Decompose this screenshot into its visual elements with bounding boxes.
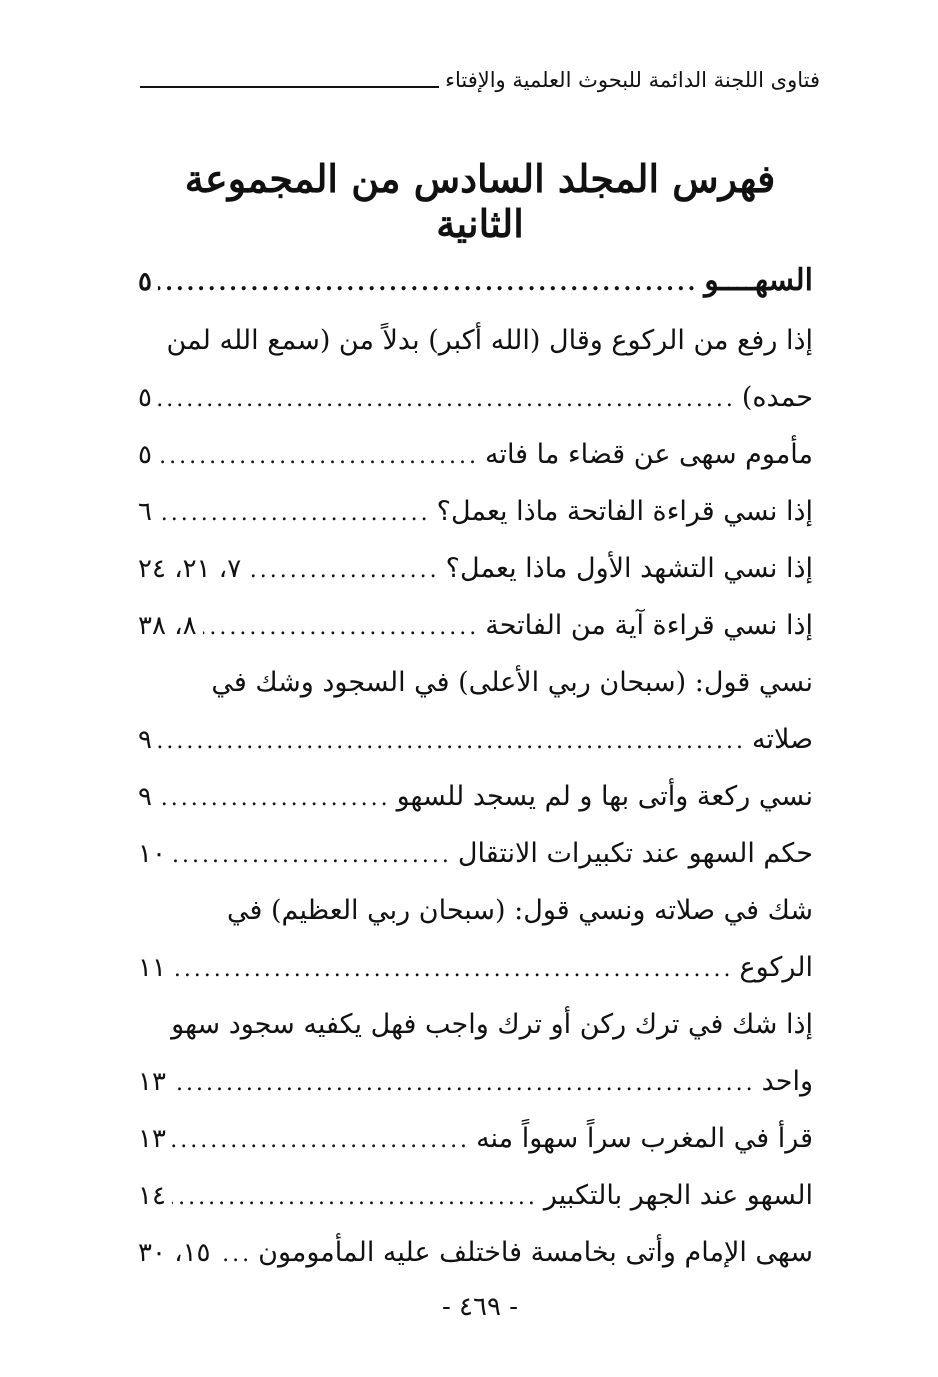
toc-entry-text: السهو عند الجهر بالتكبير	[543, 1180, 813, 1211]
toc-entry-text: حكم السهو عند تكبيرات الانتقال	[457, 838, 813, 869]
toc-entry-text: مأموم سهى عن قضاء ما فاته	[484, 439, 813, 470]
toc-entry-text: حمده)	[741, 382, 813, 413]
toc-entry-text: إذا رفع من الركوع وقال (الله أكبر) بدلاً من (سمع الله لمن	[166, 325, 813, 356]
toc-page-number: ١٥، ٣٠	[138, 1238, 211, 1268]
toc-entry-line	[138, 312, 813, 369]
toc-page-number: ٨، ٣٨	[138, 611, 197, 641]
toc-entry-text: إذا نسي قراءة آية من الفاتحة	[485, 610, 813, 641]
toc-page-number: ٥	[138, 440, 152, 470]
dot-leader	[217, 1226, 253, 1283]
toc-entry-line	[138, 654, 813, 711]
toc-page-number: ٩	[138, 725, 152, 755]
toc-entry-text: إذا نسي التشهد الأول ماذا يعمل؟	[445, 553, 813, 584]
toc-page-number: ٦	[138, 497, 152, 527]
toc-entry-line	[138, 996, 813, 1053]
running-head	[140, 60, 820, 100]
dot-leader	[172, 1169, 538, 1226]
toc-entry-line	[138, 882, 813, 939]
toc-entry	[138, 597, 813, 654]
toc-page-number: ١١	[138, 953, 166, 983]
toc-entry	[138, 369, 813, 426]
toc-entry	[138, 483, 813, 540]
toc-entry-text: صلاته	[751, 724, 813, 755]
toc-entry	[138, 426, 813, 483]
toc-entry	[138, 1167, 813, 1224]
dot-leader	[158, 713, 746, 770]
toc-heading-text: السهــــو	[704, 263, 813, 298]
running-head-rule	[140, 86, 439, 88]
toc-page-number: ٥	[138, 383, 152, 413]
toc-entry	[138, 711, 813, 768]
toc-page-number: ١٣	[138, 1124, 166, 1154]
dot-leader	[158, 485, 431, 542]
dot-leader	[172, 1112, 470, 1169]
toc-page-number: ١٣	[138, 1067, 166, 1097]
toc-entry-text: إذا شك في ترك ركن أو ترك واجب فهل يكفيه سجود سهو	[171, 1009, 813, 1040]
toc-page-number: ٩	[138, 782, 152, 812]
toc-page-number: ١٠	[138, 839, 166, 869]
page-number-footer: - ٤٦٩ -	[441, 1292, 519, 1322]
dot-leader	[158, 428, 479, 485]
dot-leader	[172, 941, 734, 998]
toc-entry-text: إذا نسي قراءة الفاتحة ماذا يعمل؟	[436, 496, 813, 527]
dot-leader	[158, 252, 698, 314]
toc-entry	[138, 1224, 813, 1281]
toc-section-heading	[138, 250, 813, 312]
toc-entry	[138, 1053, 813, 1110]
dot-leader	[203, 599, 480, 656]
toc-page-number: ٧، ٢١، ٢٤	[138, 554, 242, 584]
toc-entry	[138, 1110, 813, 1167]
dot-leader	[158, 770, 391, 827]
dot-leader	[247, 542, 440, 599]
toc-entry-text: الركوع	[739, 952, 813, 983]
toc-entry-text: نسي قول: (سبحان ربي الأعلى) في السجود وشك في	[211, 667, 813, 698]
toc-entry	[138, 939, 813, 996]
dot-leader	[158, 371, 736, 428]
toc-entry	[138, 540, 813, 597]
dot-leader	[172, 827, 452, 884]
toc-page-number: ٥	[138, 267, 152, 297]
toc-entry	[138, 825, 813, 882]
toc-entry-text: واحد	[761, 1066, 813, 1097]
toc-entry-text: قرأ في المغرب سراً سهواً منه	[476, 1123, 813, 1154]
page-title: فهرس المجلد السادس من المجموعة الثانية	[184, 156, 776, 246]
running-head-title: فتاوى اللجنة الدائمة للبحوث العلمية والإفتاء	[445, 68, 820, 92]
toc-page-number: ١٤	[138, 1181, 166, 1211]
toc-entry-text: نسي ركعة وأتى بها و لم يسجد للسهو	[396, 781, 813, 812]
dot-leader	[172, 1055, 756, 1112]
toc-entry	[138, 768, 813, 825]
toc-entry-text: سهى الإمام وأتى بخامسة فاختلف عليه المأمومون	[258, 1237, 813, 1268]
toc-entry-text: شك في صلاته ونسي قول: (سبحان ربي العظيم) في	[227, 895, 813, 926]
table-of-contents	[138, 250, 813, 1281]
